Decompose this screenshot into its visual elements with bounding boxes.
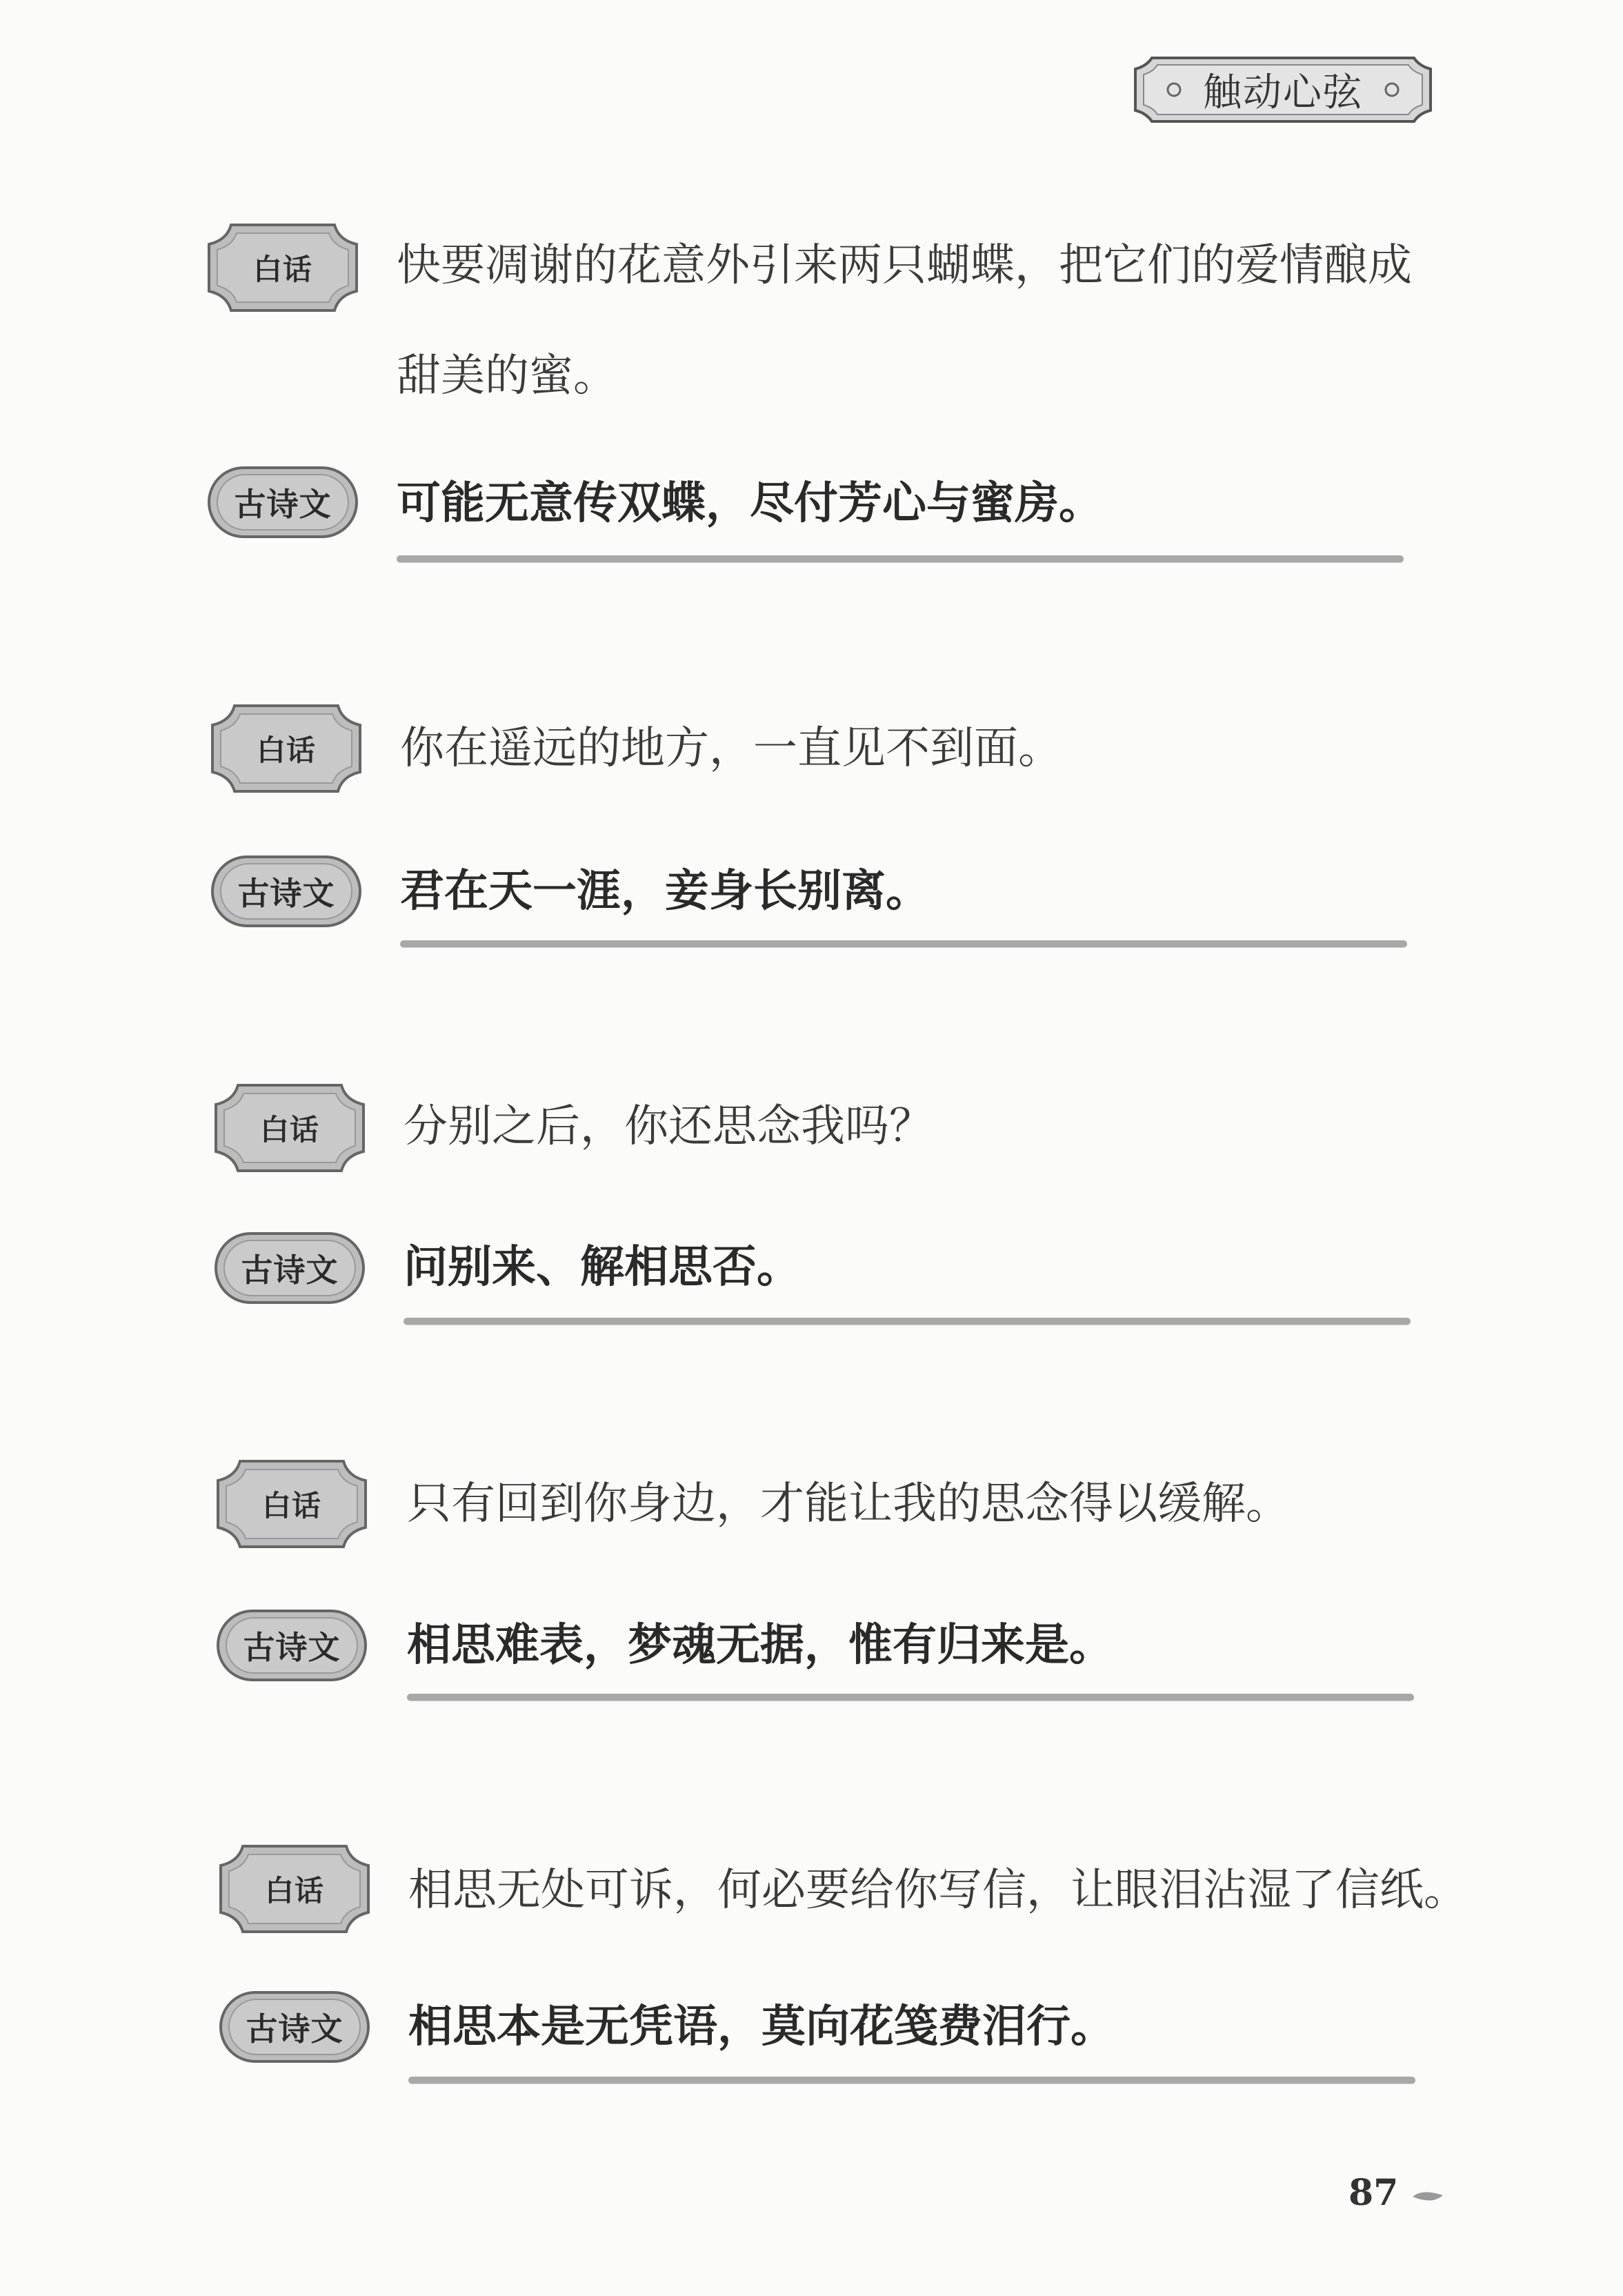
vernacular-text: 分别之后，你还思念我吗？ [404,1101,933,1152]
classical-text: 君在天一涯，妾身长别离。 [400,866,930,917]
divider-rule [404,1318,1411,1325]
leaf-icon [1411,2188,1444,2205]
divider-rule [408,2077,1415,2084]
classical-text: 相思难表，梦魂无据，惟有归来是。 [407,1620,1113,1671]
vernacular-label: 白话 [264,1874,324,1908]
classical-text: 相思本是无凭语，莫向花笺费泪行。 [408,2001,1115,2052]
classical-badge [215,1979,374,2075]
classical-text: 问别来、解相思否。 [404,1242,801,1293]
vernacular-badge [203,219,362,316]
vernacular-label: 白话 [252,253,312,286]
vernacular-text: 只有回到你身边，才能让我的思念得以缓解。 [407,1478,1290,1530]
classical-badge [203,454,362,551]
divider-rule [400,940,1407,947]
vernacular-badge [215,1841,374,1937]
divider-rule [397,555,1404,562]
section-tag [1131,54,1435,126]
page-number: 87 [1348,2172,1399,2214]
divider-rule [407,1694,1414,1701]
classical-label: 古诗文 [243,1629,341,1666]
classical-badge [212,1597,371,1694]
vernacular-text: 相思无处可诉，何必要给你写信，让眼泪沾湿了信纸。 [408,1865,1468,1916]
classical-badge [207,843,366,940]
vernacular-text: 你在遥远的地方，一直见不到面。 [400,723,1062,774]
classical-label: 古诗文 [246,2010,343,2048]
classical-text: 可能无意传双蝶，尽付芳心与蜜房。 [397,478,1103,529]
vernacular-label: 白话 [256,733,316,767]
classical-label: 古诗文 [241,1251,339,1289]
classical-label: 古诗文 [234,486,332,523]
classical-badge [210,1220,369,1316]
vernacular-text: 甜美的蜜。 [397,350,617,402]
vernacular-badge [207,700,366,797]
classical-label: 古诗文 [237,875,335,912]
section-title: 触动心弦 [1203,70,1363,115]
vernacular-label: 白话 [259,1113,319,1147]
vernacular-badge [212,1456,371,1552]
vernacular-text: 快要凋谢的花意外引来两只蝴蝶，把它们的爱情酿成 [397,240,1412,291]
vernacular-label: 白话 [261,1489,321,1523]
vernacular-badge [210,1080,369,1176]
